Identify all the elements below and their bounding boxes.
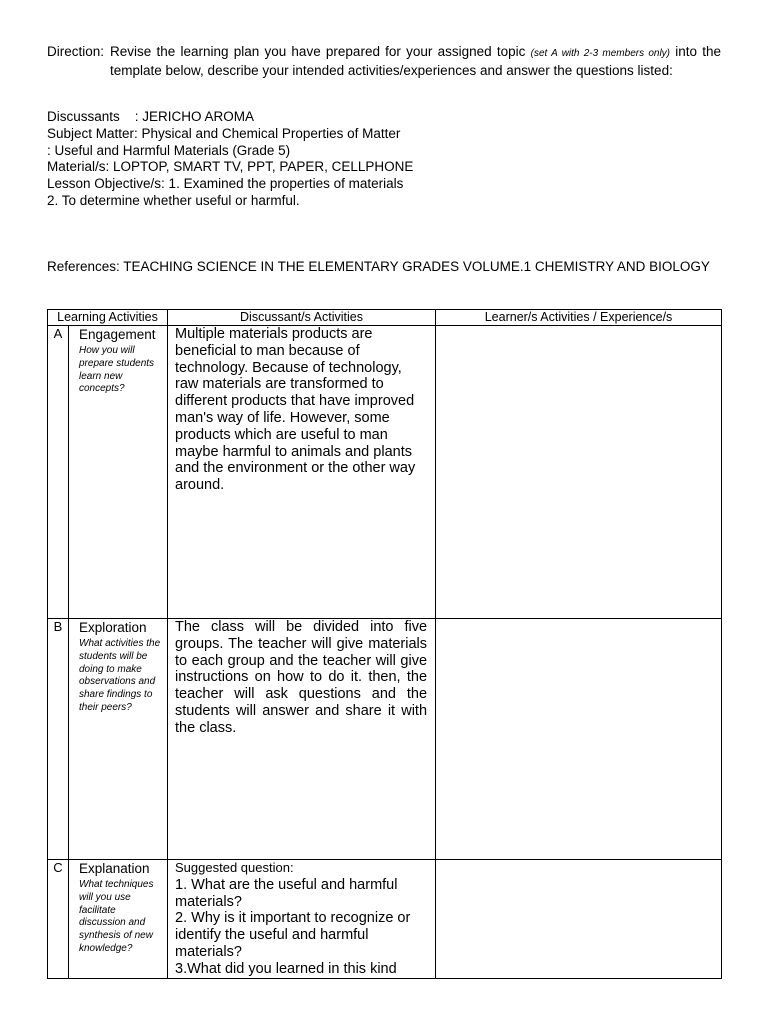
- suggested-question-2: 2. Why is it important to recognize or identify the useful and harmful materials?: [175, 910, 411, 960]
- row-letter: B: [48, 619, 69, 860]
- header-learner-activities: Learner/s Activities / Experience/s: [436, 310, 722, 326]
- row-discussant-text: Multiple materials products are beneficial to man because of technology. Because of technology, raw materials are transformed to different products that have improved man's way of life. However, some products which are useful to man maybe harmful to animals and plants and the environment or the other way around.: [175, 326, 416, 494]
- references-line: References: TEACHING SCIENCE IN THE ELEMENTARY GRADES VOLUME.1 CHEMISTRY AND BIOLOGY: [47, 259, 710, 274]
- direction-block: [47, 43, 721, 79]
- row-discussant-cell: [168, 860, 436, 979]
- row-discussant-cell: [168, 619, 436, 860]
- table-row: [48, 326, 722, 619]
- materials-line: Material/s: LOPTOP, SMART TV, PPT, PAPER, CELLPHONE: [47, 159, 414, 175]
- discussants-line: Discussants : JERICHO AROMA: [47, 109, 255, 124]
- subject-matter-line: Subject Matter: Physical and Chemical Properties of Matter: [47, 125, 401, 141]
- direction-note: (set A with 2-3 members only): [530, 48, 671, 59]
- row-activity-question: What activities the students will be doing to make observations and share findings to their peers?: [79, 638, 161, 713]
- direction-label: Direction:: [47, 44, 105, 59]
- row-learner-cell[interactable]: [436, 326, 722, 619]
- lesson-meta: [47, 109, 727, 210]
- row-activity-question: What techniques will you use facilitate discussion and synthesis of new knowledge?: [79, 879, 154, 954]
- table-row: [48, 619, 722, 860]
- direction-text: [110, 43, 721, 79]
- row-discussant-text: [168, 860, 435, 978]
- row-activity-cell: [69, 619, 168, 860]
- learning-plan-table: [47, 309, 722, 979]
- row-letter: C: [48, 860, 69, 979]
- row-learner-cell[interactable]: [436, 619, 722, 860]
- row-activity-question: How you will prepare students learn new concepts?: [79, 345, 155, 395]
- direction-text-after: into the template below, describe your intended activities/experiences and answer the questions listed:: [110, 44, 721, 78]
- header-discussant-activities: Discussant/s Activities: [168, 310, 436, 326]
- row-letter: A: [48, 326, 69, 619]
- row-learner-cell[interactable]: [436, 860, 722, 979]
- row-activity-title: Engagement: [79, 327, 156, 342]
- row-activity-cell: [69, 326, 168, 619]
- table-header-row: [48, 310, 722, 326]
- header-learning-activities: Learning Activities: [48, 310, 168, 326]
- objective-line-2: 2. To determine whether useful or harmful.: [47, 192, 300, 208]
- direction-text-before: Revise the learning plan you have prepared for your assigned topic: [110, 44, 526, 59]
- row-activity-title: Explanation: [79, 861, 150, 876]
- table-row: [48, 860, 722, 979]
- suggested-question-3: 3.What did you learned in this kind: [175, 960, 397, 977]
- row-activity-title: Exploration: [79, 620, 147, 635]
- suggested-question-label: Suggested question:: [175, 860, 294, 875]
- row-activity-cell: [69, 860, 168, 979]
- row-discussant-cell: [168, 326, 436, 619]
- objective-line-1: Lesson Objective/s: 1. Examined the properties of materials: [47, 176, 404, 192]
- subject-sub-line: : Useful and Harmful Materials (Grade 5): [47, 142, 291, 158]
- suggested-question-1: 1. What are the useful and harmful materials?: [175, 876, 398, 910]
- row-discussant-text: The class will be divided into five groups. The teacher will give materials to each group and the teacher will give instructions on how to do it. then, the teacher will ask questions and the students will answer and share it with the class.: [175, 619, 428, 736]
